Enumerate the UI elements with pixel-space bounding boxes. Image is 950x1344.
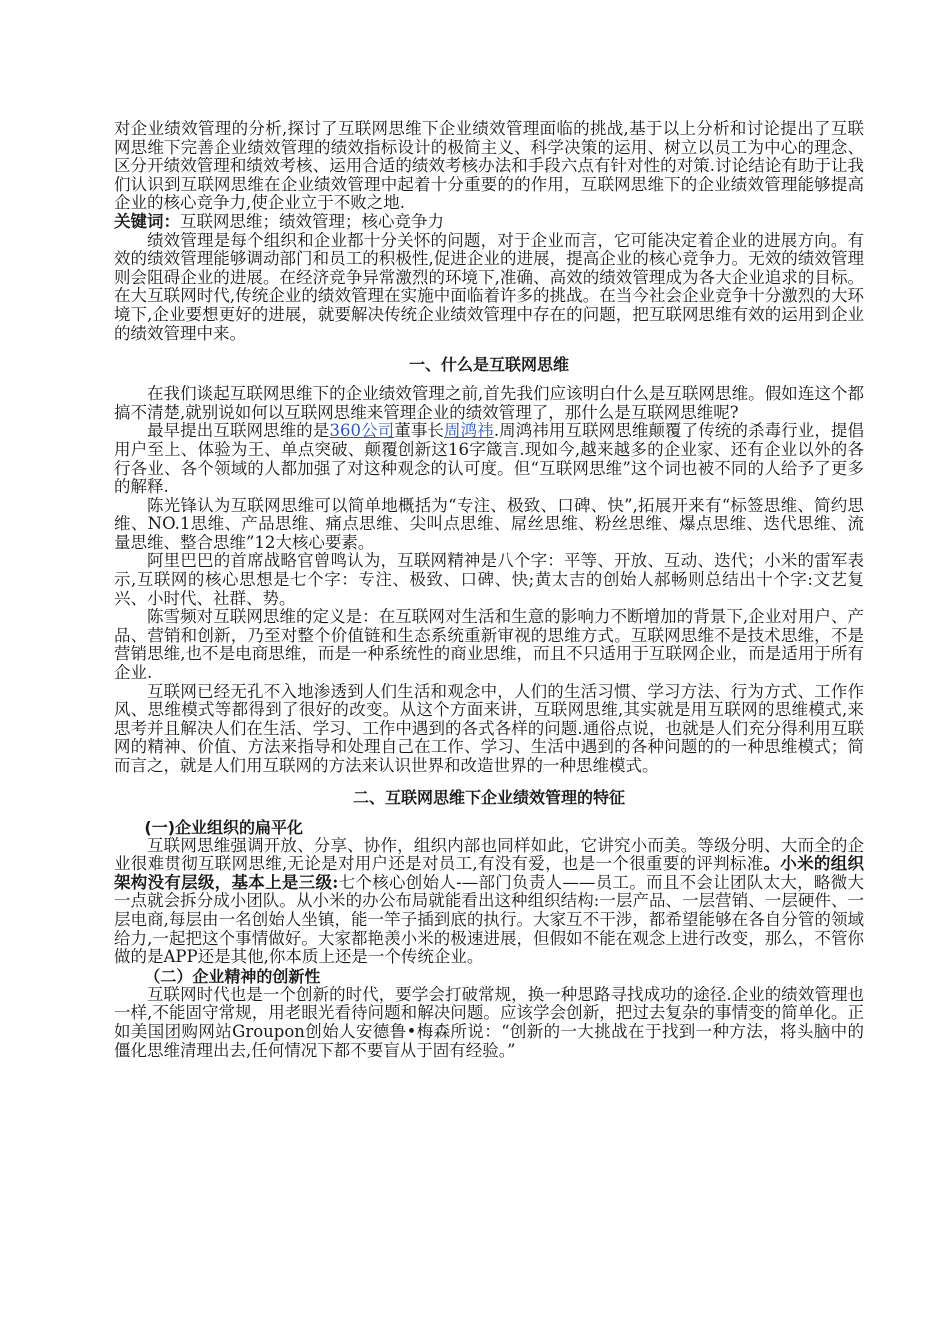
document-page <box>114 120 864 1060</box>
section-1-paragraph-4: 阿里巴巴的首席战略官曾鸣认为，互联网精神是八个字：平等、开放、互动、迭代；小米的雷军表示,互联网的核心思想是七个字：专注、极致、口碑、快;黄太吉的创始人郝畅则总结出十个字:文艺复兴、小时代、社群、势。 <box>114 551 864 608</box>
section-2-heading: 二、互联网思维下企业绩效管理的特征 <box>352 787 625 807</box>
p2-text-after: .周鸿祎用互联网思维颠覆了传统的杀毒行业，提倡用户至上、体验为王、单点突破、颠覆创新这16字箴言.现如今,越来越多的企业家、还有企业以外的各行各业、各个领域的人都加强了对这种观念的认可度。但“互联网思维”这个词也被不同的人给予了更多的解释. <box>114 421 865 497</box>
link-zhou-hongyi[interactable]: 周鸿祎 <box>444 421 494 441</box>
section-1-paragraph-2 <box>114 422 864 496</box>
link-360-company[interactable]: 360公司 <box>329 421 395 441</box>
section-1-paragraph-6: 互联网已经无孔不入地渗透到人们生活和观念中，人们的生活习惯、学习方法、行为方式、工作作风、思维模式等都得到了很好的改变。从这个方面来讲，互联网思维,其实就是用互联网的思维模式,来思考并且解决人们在生活、学习、工作中遇到的各式各样的问题.通俗点说，也就是人们充分得利用互联网的精神、价值、方法来指导和处理自己在工作、学习、生活中遇到的各种问题的的一种思维模式；简而言之，就是人们用互联网的方法来认识世界和改造世界的一种思维模式。 <box>114 681 864 775</box>
keywords-label: 关键词： <box>114 211 180 231</box>
subsection-1-heading: (一)企业组织的扁平化 <box>144 817 304 837</box>
intro-paragraph: 绩效管理是每个组织和企业都十分关怀的问题，对于企业而言，它可能决定着企业的进展方向。有效的绩效管理能够调动部门和员工的积极性,促进企业的进展，提高企业的核心竞争力。无效的绩效管理则会阻碍企业的进展。在经济竞争异常激烈的环境下,准确、高效的绩效管理成为各大企业追求的目标。在大互联网时代,传统企业的绩效管理在实施中面临着许多的挑战。在当今社会企业竞争十分激烈的大环境下,企业要想更好的进展，就要解决传统企业绩效管理中存在的问题，把互联网思维有效的运用到企业的绩效管理中来。 <box>114 230 864 343</box>
p2-text-before: 最早提出互联网思维的是 <box>147 421 330 441</box>
subsection-2-paragraph: 互联网时代也是一个创新的时代，要学会打破常规，换一种思路寻找成功的途径.企业的绩效管理也一样,不能固守常规，用老眼光看待问题和解决问题。应该学会创新，把过去复杂的事情变的简单化。正如美国团购网站Groupon创始人安德鲁•梅森所说：“创新的一大挑战在于找到一种方法，将头脑中的僵化思维清理出去,任何情况下都不要盲从于固有经验。” <box>114 984 864 1060</box>
sub1-bold-text: 。小米的组织架构没有层级，基本上是三级: <box>114 854 865 892</box>
sub1-text-2: 七个核心创始人-—部门负责人——员工。而且不会让团队太大，略微大一点就会拆分成小团队。从小米的办公布局就能看出这种组织结构:一层产品、一层营销、一层硬件、一层电商,每层由一名创始人坐镇，能一竿子插到底的执行。大家互不干涉，都希望能够在各自分管的领域给力,一起把这个事情做好。大家都艳羡小米的极速进展，但假如不能在观念上进行改变，那么，不管你做的是APP还是其他,你本质上还是一个传统企业。 <box>114 872 865 967</box>
section-1-paragraph-5: 陈雪频对互联网思维的定义是：在互联网对生活和生意的影响力不断增加的背景下,企业对用户、产品、营销和创新，乃至对整个价值链和生态系统重新审视的思维方式。互联网思维不是技术思维，不是营销思维,也不是电商思维，而是一种系统性的商业思维，而且不只适用于互联网企业，而是适用于所有企业. <box>114 607 864 683</box>
subsection-2-heading: （二）企业精神的创新性 <box>144 966 321 986</box>
subsection-1-paragraph <box>114 837 864 967</box>
section-1-paragraph-1: 在我们谈起互联网思维下的企业绩效管理之前,首先我们应该明白什么是互联网思维。假如连这个都搞不清楚,就别说如何以互联网思维来管理企业的绩效管理了，那什么是互联网思维呢? <box>114 384 864 422</box>
keywords-text: 互联网思维；绩效管理；核心竞争力 <box>180 211 444 231</box>
sub1-text-1: 互联网思维强调开放、分享、协作，组织内部也同样如此，它讲究小而美。等级分明、大而全的企业很难贯彻互联网思维,无论是对用户还是对员工,有没有爱，也是一个很重要的评判标准 <box>114 835 864 874</box>
section-1-heading: 一、什么是互联网思维 <box>408 355 569 375</box>
abstract-paragraph: 对企业绩效管理的分析,探讨了互联网思维下企业绩效管理面临的挑战,基于以上分析和讨论提出了互联网思维下完善企业绩效管理的绩效指标设计的极简主义、科学决策的运用、树立以员工为中心的理念、区分开绩效管理和绩效考核、运用合适的绩效考核办法和手段六点有针对性的对策.讨论结论有助于让我们认识到互联网思维在企业绩效管理中起着十分重要的的作用，互联网思维下的企业绩效管理能够提高企业的核心竞争力,使企业立于不败之地. <box>114 119 864 213</box>
p2-text-mid: 董事长 <box>394 421 445 441</box>
keywords-line <box>114 213 864 232</box>
section-1-paragraph-3: 陈光锋认为互联网思维可以简单地概括为“专注、极致、口碑、快”,拓展开来有“标签思维、简约思维、NO.1思维、产品思维、痛点思维、尖叫点思维、屌丝思维、粉丝思维、爆点思维、迭代思维、流量思维、整合思维”12大核心要素。 <box>114 495 864 552</box>
